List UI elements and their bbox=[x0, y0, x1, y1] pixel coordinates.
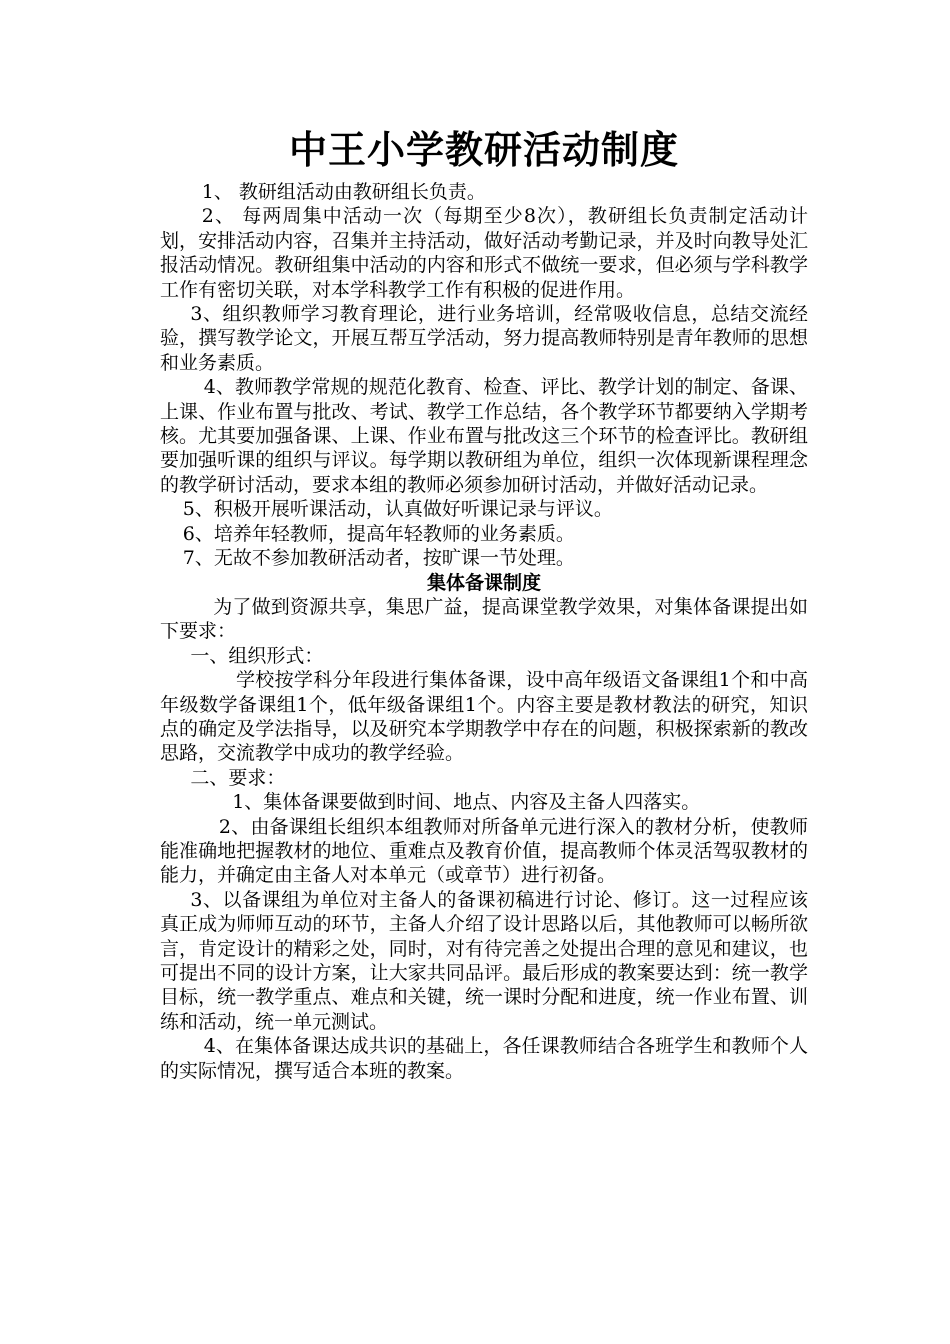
rule-paragraph-2: 2、 每两周集中活动一次（每期至少8次），教研组长负责制定活动计划，安排活动内容，召集并主持活动，做好活动考勤记录，并及时向教导处汇报活动情况。教研组集中活动的内容和形式不做统一要求，但必须与学科教学工作有密切关联，对本学科教学工作有积极的促进作用。 bbox=[160, 205, 808, 301]
rule-paragraph-3: 3、组织教师学习教育理论，进行业务培训，经常吸收信息，总结交流经验，撰写教学论文，开展互帮互学活动，努力提高教师特别是青年教师的思想和业务素质。 bbox=[160, 303, 808, 374]
requirement-item-2: 2、由备课组长组织本组教师对所备单元进行深入的教材分析，使教师能准确地把握教材的地位、重难点及教育价值，提高教师个体灵活驾驭教材的能力，并确定由主备人对本单元（或章节）进行初备。 bbox=[160, 815, 808, 887]
document-title: 中王小学教研活动制度 bbox=[288, 127, 679, 172]
requirement-item-3: 3、以备课组为单位对主备人的备课初稿进行讨论、修订。这一过程应该真正成为师师互动的环节，主备人介绍了设计思路以后，其他教师可以畅所欲言，肯定设计的精彩之处，同时，对有待完善之处提出合理的意见和建议，也可提出不同的设计方案，让大家共同品评。最后形成的教案要达到：统一教学目标，统一教学重点、难点和关键，统一课时分配和进度，统一作业布置、训练和活动，统一单元测试。 bbox=[160, 888, 808, 1033]
rule-paragraph-4: 4、教师教学常规的规范化教育、检查、评比、教学计划的制定、备课、上课、作业布置与批改、考试、教学工作总结，各个教学环节都要纳入学期考核。尤其要加强备课、上课、作业布置与批改这三个环节的检查评比。教研组要加强听课的组织与评议。每学期以教研组为单位，组织一次体现新课程理念的教学研讨活动，要求本组的教师必须参加研讨活动，并做好活动记录。 bbox=[160, 376, 808, 496]
org-heading: 一、组织形式： bbox=[190, 644, 324, 667]
requirement-item-4: 4、在集体备课达成共识的基础上，各任课教师结合各班学生和教师个人的实际情况，撰写适合本班的教案。 bbox=[160, 1035, 808, 1082]
requirement-item-1: 1、集体备课要做到时间、地点、内容及主备人四落实。 bbox=[232, 791, 701, 814]
document-page bbox=[160, 120, 808, 1083]
rule-paragraph-6: 6、培养年轻教师，提高年轻教师的业务素质。 bbox=[182, 522, 575, 545]
rule-paragraph-5: 5、积极开展听课活动，认真做好听课记录与评议。 bbox=[182, 498, 613, 521]
rule-paragraph-1: 1、 教研组活动由教研组长负责。 bbox=[201, 181, 486, 203]
section-title: 集体备课制度 bbox=[426, 571, 541, 594]
section-intro: 为了做到资源共享，集思广益，提高课堂教学效果，对集体备课提出如下要求： bbox=[160, 595, 808, 643]
rule-paragraph-7: 7、无故不参加教研活动者，按旷课一节处理。 bbox=[182, 547, 575, 570]
requirements-heading: 二、要求： bbox=[190, 766, 286, 789]
org-body: 学校按学科分年段进行集体备课，设中高年级语文备课组1个和中高年级数学备课组1个，低年级备课组1个。内容主要是教材教法的研究，知识点的确定及学法指导，以及研究本学期教学中存在的问题，积极探索新的教改思路，交流教学中成功的教学经验。 bbox=[160, 669, 808, 765]
